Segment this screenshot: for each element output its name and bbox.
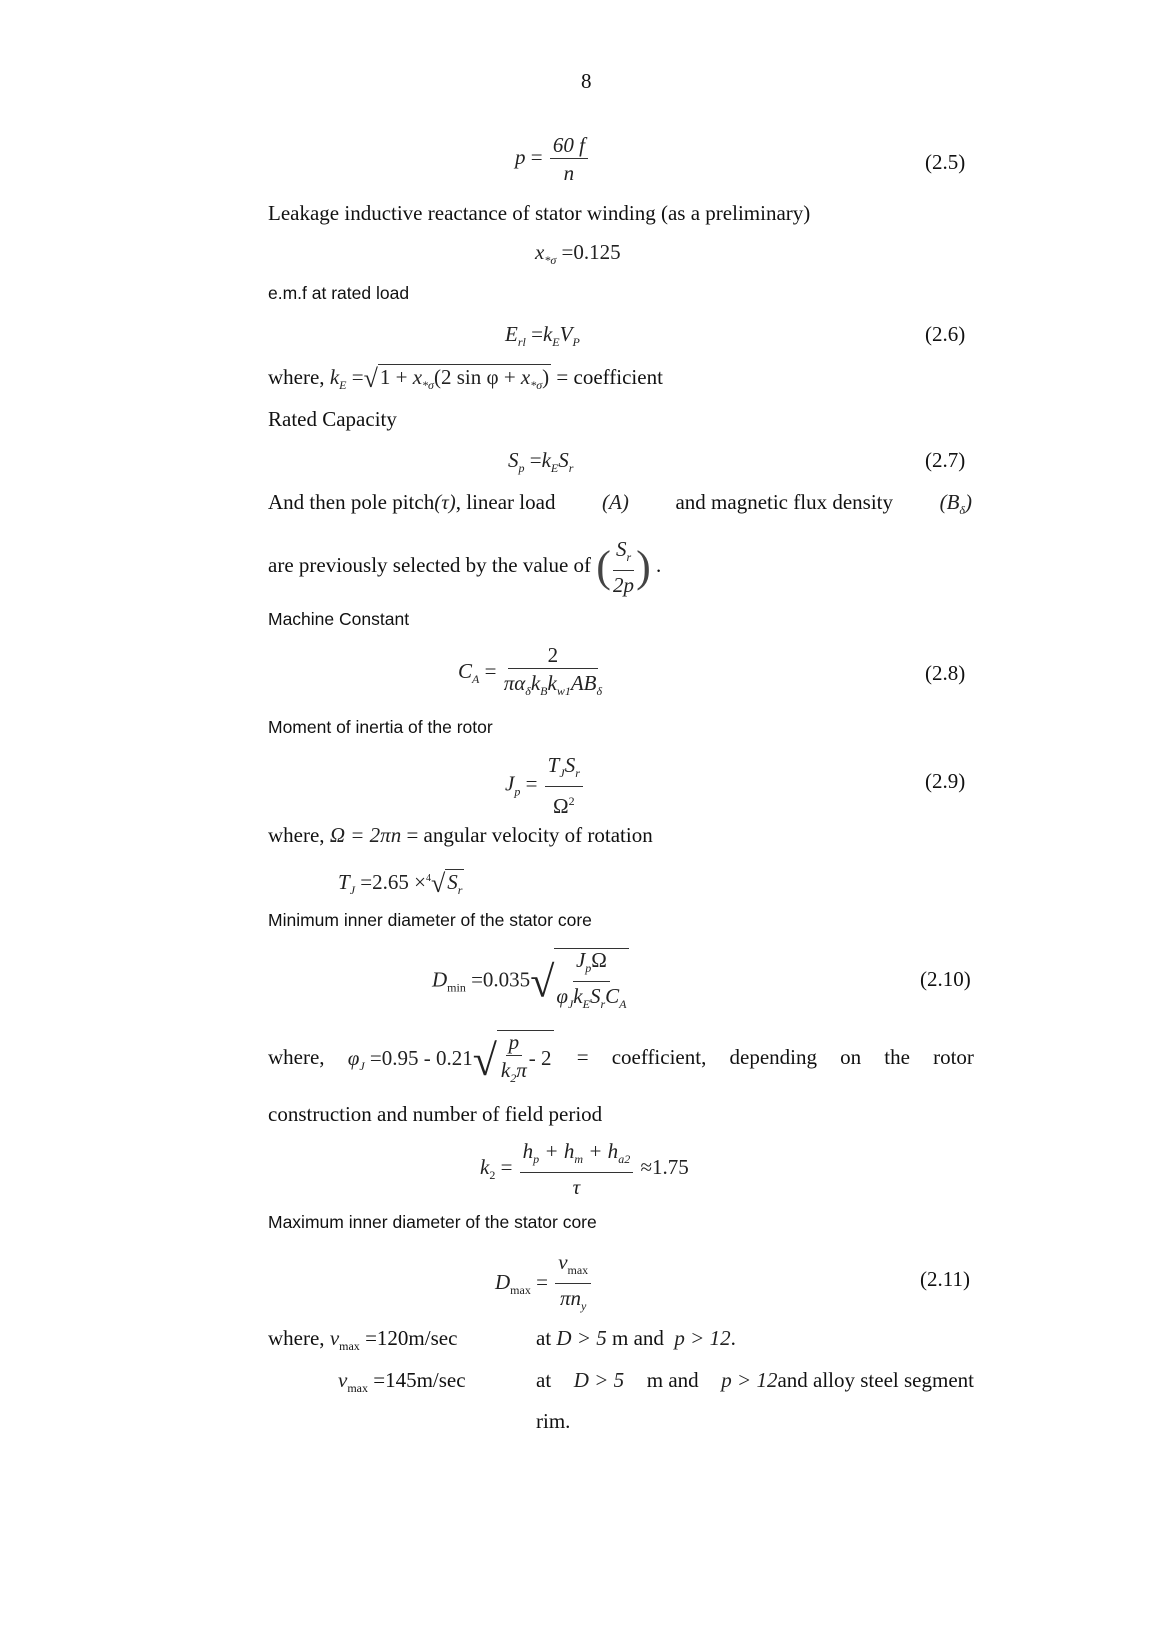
var: k [573,984,583,1008]
subscript: min [447,980,466,995]
var: C [458,658,473,683]
k2-equation [480,1140,689,1198]
text: And then pole pitch [268,490,435,514]
root-index: 4 [425,873,431,884]
word: = [576,1045,589,1069]
subscript: a2 [618,1152,631,1166]
eq-sign: = [531,322,543,346]
page-number: 8 [581,69,592,93]
equation-2-6 [505,321,580,355]
var: + h [588,1139,619,1163]
subscript: r [575,766,580,780]
subscript: *σ [530,378,543,392]
omega-expression: Ω = 2πn [329,823,402,847]
equation-number: (2.10) [920,967,971,991]
var: S [508,448,519,472]
radical-icon: √ [363,364,378,393]
var: T [338,870,350,894]
subscript: A [619,997,627,1011]
var: J [505,771,515,796]
pole-pitch-text [268,489,972,523]
eq-sign: = [351,365,364,389]
condition: D > 5 [573,1368,625,1392]
condition: p > 12 [721,1368,778,1392]
equation-2-9 [505,754,585,817]
subscript: E [550,461,559,475]
subscript: 2 [510,1071,517,1085]
phi-definition [268,1030,974,1093]
where-label: where, [268,365,325,389]
text: are previously selected by the value of [268,552,592,577]
var: C [605,984,620,1008]
var: S [447,870,458,894]
var: S [589,984,601,1008]
numerator: 60 f [550,134,588,159]
subscript: r [457,883,463,897]
emf-heading: e.m.f at rated load [268,283,410,303]
eq-sign: = [530,144,543,169]
subscript: E [582,997,590,1011]
subscript: δ [959,503,965,517]
subscript: max [567,1263,589,1277]
subscript: *σ [544,253,557,267]
var: v [338,1368,348,1392]
text: m and [646,1368,699,1392]
subscript: B [540,684,548,698]
var: x [412,365,423,389]
x-sigma-equation [535,239,621,273]
word: on [840,1045,862,1069]
subscript: E [339,378,347,392]
var: k [480,1154,490,1179]
var: k [329,365,340,389]
where-label: where, [268,1045,325,1069]
period: . [656,552,662,577]
moment-heading: Moment of inertia of the rotor [268,717,493,737]
subscript: δ [525,684,531,698]
term: ) [542,365,550,389]
var: x [535,240,545,264]
var: h [522,1139,534,1163]
paren: ) [965,490,972,514]
word: rotor [933,1045,974,1069]
construction-text: construction and number of field period [268,1102,603,1126]
description: = coefficient [556,365,663,389]
var: v [558,1250,568,1274]
denominator: 2p [613,573,635,597]
machine-constant-heading: Machine Constant [268,609,410,629]
equation-number: (2.9) [925,769,966,793]
min-diameter-heading: Minimum inner diameter of the stator core [268,910,592,930]
vmax-definition-1 [268,1325,457,1359]
eq-sign: = [500,1154,513,1179]
var: E [505,322,518,346]
condition: D > 5 [556,1326,607,1350]
eq-sign: = [484,658,497,683]
text: and alloy steel segment [777,1368,974,1392]
radical-icon: √ [430,869,446,898]
leakage-text: Leakage inductive reactance of stator winding (as a preliminary) [268,201,811,225]
var: S [558,448,569,472]
vmax-condition-1 [536,1325,736,1351]
denominator: n [563,161,575,185]
subscript: p [514,784,521,799]
equation-number: (2.8) [925,661,966,685]
rated-capacity-heading: Rated Capacity [268,407,397,431]
subscript: m [574,1152,584,1166]
vmax-condition-2 [536,1367,974,1393]
subscript: r [600,997,606,1011]
subscript: J [567,997,574,1011]
var: S [564,753,576,777]
radicand [378,364,551,392]
subscript: max [347,1381,368,1395]
term: (2 sin φ + [433,365,521,389]
vmax-definition-2 [338,1367,466,1401]
var: φ [556,984,568,1008]
subscript: rl [517,335,526,349]
unit: m/sec [416,1368,466,1392]
superscript: 2 [568,794,575,808]
var: D [432,967,448,992]
equation-number: (2.5) [925,150,966,174]
var: T [547,753,560,777]
period: . [730,1326,736,1350]
word: coefficient, [611,1045,707,1069]
text: at [536,1368,552,1392]
eq-sign: = [536,1269,548,1294]
value: =120 [365,1326,409,1350]
term: πα [503,671,526,695]
eq-sign: = [525,771,538,796]
equation-number: (2.11) [920,1267,970,1291]
subscript: r [626,550,632,564]
var: k [541,448,551,472]
var: D [495,1269,511,1294]
text: m and [612,1326,664,1350]
var: J [575,948,586,972]
numerator: 2 [508,644,599,669]
var: φ [347,1045,360,1070]
equation-2-11 [495,1251,593,1317]
where-label: where, [268,823,325,847]
subscript: J [359,1058,365,1073]
denominator: τ [572,1175,581,1199]
subscript: δ [596,684,603,698]
unit: m/sec [408,1326,458,1350]
text: at [536,1326,552,1350]
right-paren: ) [636,542,651,591]
value: =145 [373,1368,417,1392]
value: =0.95 - 0.21 [369,1045,473,1070]
where-label: where, [268,1326,325,1350]
var: π [516,1058,527,1082]
tau-symbol: (τ) [434,490,456,514]
subscript: p [585,961,592,975]
var: x [520,365,531,389]
omega-definition [268,822,653,848]
eq-lhs: p [515,144,526,169]
selected-text [268,538,661,596]
subscript: E [552,335,560,349]
term: - 2 [528,1045,552,1070]
subscript: J [349,883,356,897]
term: 1 + [379,365,413,389]
subscript: y [581,1299,587,1313]
B-symbol: (B [939,490,960,514]
term: k [530,671,541,695]
var: v [329,1326,340,1350]
subscript: p [518,461,525,475]
equation-number: (2.6) [925,322,966,346]
term: k [547,671,557,695]
var: k [500,1058,511,1082]
text: and magnetic flux density [675,490,893,514]
value: =0.125 [561,240,621,264]
subscript: *σ [422,378,434,392]
var: V [559,322,573,346]
equation-2-5 [515,134,590,184]
eq-sign: = [529,448,542,472]
kE-definition [268,364,663,398]
radical-icon: √ [530,957,555,1007]
text: , linear load [455,490,556,514]
left-paren: ( [596,542,611,591]
radical-icon: √ [472,1035,497,1085]
subscript: w1 [556,684,571,698]
var: Ω [552,794,569,818]
subscript: A [472,671,480,686]
word: the [884,1045,910,1069]
subscript: P [572,335,580,349]
condition: p > 12 [674,1326,731,1350]
equation-2-7 [508,447,573,481]
subscript: r [568,461,574,475]
var: πn [560,1286,582,1310]
value: =2.65 × [360,870,426,894]
subscript: J [559,766,565,780]
equation-2-10 [432,948,631,1015]
A-symbol: (A) [602,490,629,514]
var: S [615,537,627,561]
rim-text: rim. [536,1409,571,1433]
word: depending [729,1045,817,1069]
value: =0.035 [471,967,531,992]
tj-definition [338,866,464,903]
description: = angular velocity of rotation [406,823,653,847]
numerator: p [506,1031,523,1056]
max-diameter-heading: Maximum inner diameter of the stator core [268,1212,597,1232]
term: AB [570,671,597,695]
var: Ω [591,948,607,972]
value: ≈1.75 [640,1154,689,1179]
equation-2-8 [458,644,604,702]
subscript: max [510,1282,531,1297]
subscript: max [339,1339,360,1353]
subscript: p [533,1152,540,1166]
subscript: 2 [489,1167,496,1182]
var: k [542,322,553,346]
var: + h [544,1139,575,1163]
equation-number: (2.7) [925,448,966,472]
